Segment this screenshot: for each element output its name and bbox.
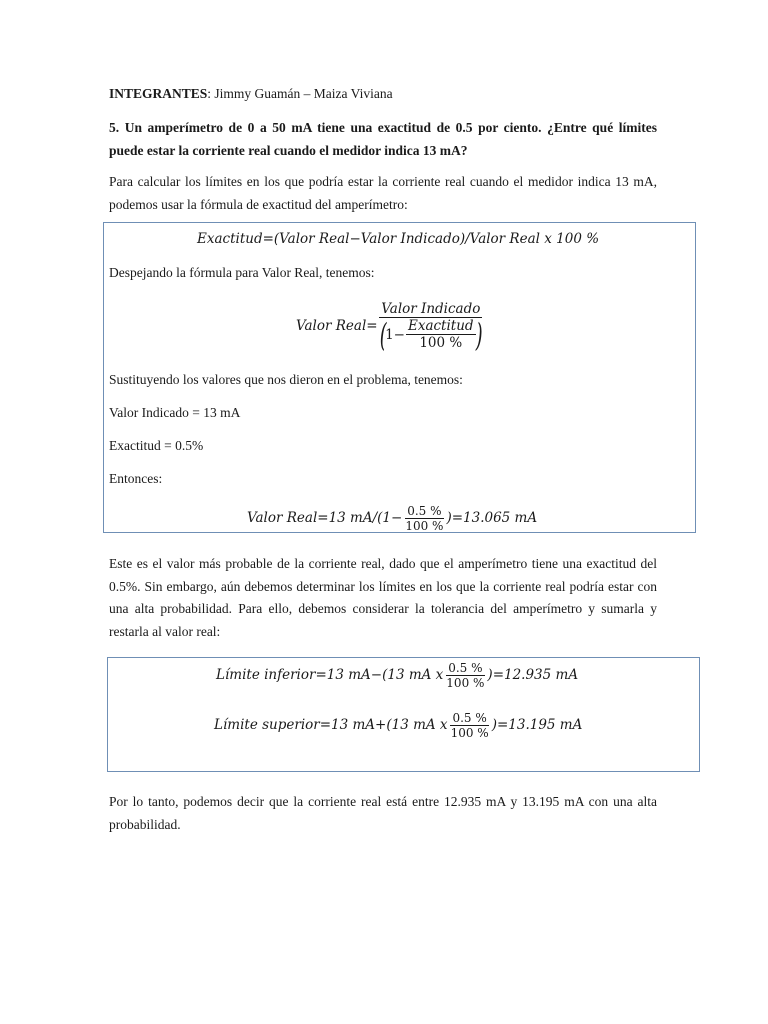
result-lhs: Valor Real=13 mA/(1−	[247, 510, 403, 526]
exactitud-text: Exactitud = 0.5%	[109, 438, 204, 453]
entonces-text: Entonces:	[109, 471, 163, 486]
upper-limit-formula	[214, 707, 582, 743]
accuracy-formula-lhs: Exactitud	[197, 231, 263, 247]
lower-limit-rhs: )=12.935 mA	[487, 667, 579, 683]
real-value-denominator	[379, 315, 483, 354]
conclusion-paragraph: Por lo tanto, podemos decir que la corriente real está entre 12.935 mA y 13.195 mA con una alta probabilidad.	[109, 794, 657, 832]
intro-paragraph: Para calcular los límites en los que podría estar la corriente real cuando el medidor indica 13 mA, podemos usar la fórmula de exactitud del amperímetro:	[109, 174, 657, 212]
valor-indicado-text: Valor Indicado = 13 mA	[109, 405, 241, 420]
accuracy-fraction	[406, 318, 476, 351]
accuracy-formula	[197, 228, 599, 250]
sustituyendo-text: Sustituyendo los valores que nos dieron en el problema, tenemos:	[109, 372, 463, 387]
left-paren: (	[379, 315, 387, 354]
upper-limit-fraction	[449, 711, 491, 740]
real-value-formula	[296, 296, 484, 356]
lower-limit-formula	[216, 657, 578, 693]
upper-limit-rhs: )=13.195 mA	[491, 717, 583, 733]
result-rhs: )=13.065 mA	[446, 510, 538, 526]
result-fraction-den: 100 %	[405, 518, 444, 533]
team-members-line	[109, 83, 657, 106]
real-value-numerator: Valor Indicado	[381, 301, 481, 317]
upper-limit-den: 100 %	[450, 725, 489, 740]
upper-limit-lhs: Límite superior=13 mA+(13 mA x	[214, 717, 448, 733]
lower-limit-den: 100 %	[446, 675, 485, 690]
despejando-text: Despejando la fórmula para Valor Real, tenemos:	[109, 265, 375, 280]
real-value-result	[247, 500, 537, 536]
real-value-fraction	[379, 301, 483, 354]
result-fraction	[403, 504, 445, 533]
lower-limit-fraction	[444, 661, 486, 690]
accuracy-formula-rhs: =(Valor Real−Valor Indicado)/Valor Real x 100 %	[262, 231, 600, 247]
question-text: 5. Un amperímetro de 0 a 50 mA tiene una exactitud de 0.5 por ciento. ¿Entre qué límites puede estar la corriente real cuando el medidor indica 13 mA?	[109, 120, 657, 158]
right-paren: )	[475, 315, 483, 354]
denominator-prefix: 1−	[385, 326, 405, 343]
team-names: : Jimmy Guamán – Maiza Viviana	[207, 86, 393, 101]
explanation-paragraph: Este es el valor más probable de la corriente real, dado que el amperímetro tiene una exactitud del 0.5%. Sin embargo, aún debemos determinar los límites en los que la corriente real podría estar con una alta probabilidad. Para ello, debemos considerar la tolerancia del amperímetro y sumarla y restarla al valor real:	[109, 556, 657, 639]
lower-limit-lhs: Límite inferior=13 mA−(13 mA x	[216, 667, 444, 683]
accuracy-fraction-num: Exactitud	[407, 318, 474, 334]
accuracy-fraction-den: 100 %	[419, 335, 463, 351]
team-label: INTEGRANTES	[109, 86, 208, 101]
real-value-formula-lhs: Valor Real=	[296, 318, 378, 334]
lower-limit-num: 0.5 %	[448, 660, 483, 675]
result-fraction-num: 0.5 %	[407, 503, 442, 518]
upper-limit-num: 0.5 %	[452, 710, 487, 725]
